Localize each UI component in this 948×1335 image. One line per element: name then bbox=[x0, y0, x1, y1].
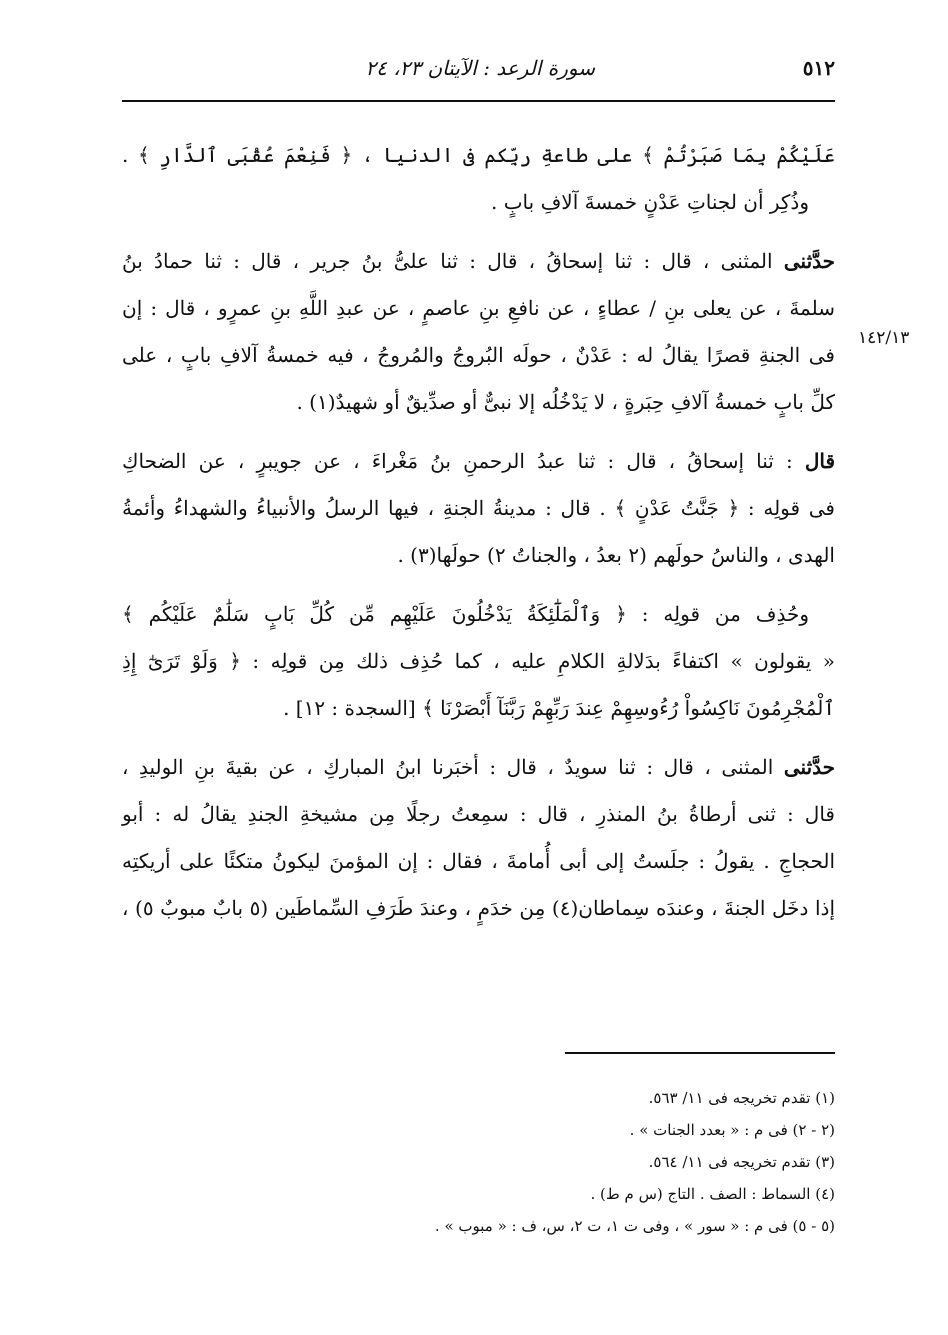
text-line: ٱلْمُجْرِمُونَ نَاكِسُواْ رُءُوسِهِمْ عِندَ رَبِّهِمْ رَبَّنَآ أَبْصَرْنَا ﴾ [السجدة : ١٢] . bbox=[283, 696, 835, 720]
paragraph-2 bbox=[122, 238, 835, 426]
main-text bbox=[122, 132, 835, 932]
text-line: عَلَيْكُمْ بِمَا صَبَرْتُمْ ﴾ على طاعةِ ربِّكم فى الدنيا ، ﴿ فَنِعْمَ عُقْبَى ٱلدَّارِ ﴾ . bbox=[122, 143, 835, 167]
text-line bbox=[122, 438, 835, 485]
paragraph-5 bbox=[122, 744, 835, 932]
text-line bbox=[122, 179, 835, 226]
footnote: (٢ - ٢) فى م : « بعدد الجنات » . bbox=[629, 1121, 835, 1139]
hadith-lead: حدَّثنى bbox=[783, 249, 836, 273]
text-line: الهدى ، والناسُ حولَهم (٢ بعدُ ، والجناتُ ٢) حولَها(٣) . bbox=[397, 543, 835, 567]
text-line bbox=[122, 591, 835, 638]
text-line-content: وحُذِف من قولِه : ﴿ وَٱلْمَلَٰٓئِكَةُ يَدْخُلُونَ عَلَيْهِم مِّن كُلِّ بَابٍ سَلَٰمٌ عَلَيْكُم ﴾ bbox=[122, 602, 809, 626]
text-line: إذا دخَل الجنةَ ، وعندَه سِماطان(٤) مِن خدَمٍ ، وعندَ طَرَفِ السِّماطَين (٥ بابٌ مبوبٌ ٥) ، bbox=[122, 896, 835, 920]
paragraph-3 bbox=[122, 438, 835, 579]
footnote: (٥ - ٥) فى م : « سور » ، وفى ت ١، ت ٢، س، ف : « مبوب » . bbox=[434, 1217, 835, 1235]
paragraph-1 bbox=[122, 132, 835, 226]
text-line: كلِّ بابٍ خمسةُ آلافِ حِبَرةٍ ، لا يَدْخُلُه إلا نبىٌّ أو صدِّيقٌ أو شهيدٌ(١) . bbox=[296, 390, 835, 414]
text-line: فى الجنةِ قصرًا يقالُ له : عَدْنٌ ، حولَه البُروجُ والمُروجُ ، فيه خمسةُ آلافِ بابٍ ، على bbox=[122, 343, 835, 367]
text-line-content: وذُكِر أن لجناتِ عَدْنٍ خمسةَ آلافِ بابٍ . bbox=[491, 190, 809, 214]
page-number: ٥١٢ bbox=[802, 56, 835, 80]
running-title: سورة الرعد : الآيتان ٢٣، ٢٤ bbox=[365, 56, 595, 80]
hadith-lead: قال bbox=[804, 449, 835, 473]
footnote: (٣) تقدم تخريجه فى ١١/ ٥٦٤. bbox=[648, 1153, 835, 1171]
text-line bbox=[122, 238, 835, 285]
text-line: « يقولون » اكتفاءً بدَلالةِ الكلامِ عليه ، كما حُذِف ذلك مِن قولِه : ﴿ وَلَوْ تَرَىٰٓ إِذِ bbox=[122, 649, 835, 673]
text-line bbox=[122, 744, 835, 791]
paragraph-4 bbox=[122, 591, 835, 732]
text-line-content: المثنى ، قال : ثنا إسحاقُ ، قال : ثنا علىُّ بنُ جرير ، قال : ثنا حمادُ بنُ bbox=[122, 249, 773, 273]
text-line: الحجاجِ . يقولُ : جلَستُ إلى أبى أُمامةَ ، فقال : إن المؤمنَ ليكونُ متكئًا على أريكتِه bbox=[122, 849, 835, 873]
hadith-lead: حدَّثنى bbox=[783, 755, 836, 779]
text-line-content: : ثنا إسحاقُ ، قال : ثنا عبدُ الرحمنِ بنُ مَغْراءَ ، عن جويبرٍ ، عن الضحاكِ bbox=[122, 449, 793, 473]
page-header bbox=[122, 50, 835, 92]
footnotes bbox=[300, 1082, 835, 1242]
footnote: (٤) السماط : الصف . التاج (س م ط) . bbox=[590, 1185, 835, 1203]
header-rule bbox=[122, 100, 835, 102]
footnote-rule bbox=[565, 1052, 835, 1054]
text-line: فى قولِه : ﴿ جَنَّتُ عَدْنٍ ﴾ . قال : مدينةُ الجنةِ ، فيها الرسلُ والأنبياءُ والشهداءُ وأئمةُ bbox=[122, 496, 835, 520]
text-line-content: المثنى ، قال : ثنا سويدٌ ، قال : أخبَرنا ابنُ المباركِ ، عن بقيةَ بنِ الوليدِ ، bbox=[122, 755, 774, 779]
text-line: قال : ثنى أرطاةُ بنُ المنذرِ ، قال : سمِعتُ رجلًا مِن مشيخةِ الجندِ يقالُ له : أبو bbox=[122, 802, 835, 826]
text-line: سلمةَ ، عن يعلى بنِ / عطاءٍ ، عن نافعِ بنِ عاصمٍ ، عن عبدِ اللَّهِ بنِ عمرٍو ، قال : إن bbox=[122, 296, 835, 320]
margin-reference: ١٤٢/١٣ bbox=[858, 328, 910, 348]
footnote: (١) تقدم تخريجه فى ١١/ ٥٦٣. bbox=[648, 1089, 835, 1107]
